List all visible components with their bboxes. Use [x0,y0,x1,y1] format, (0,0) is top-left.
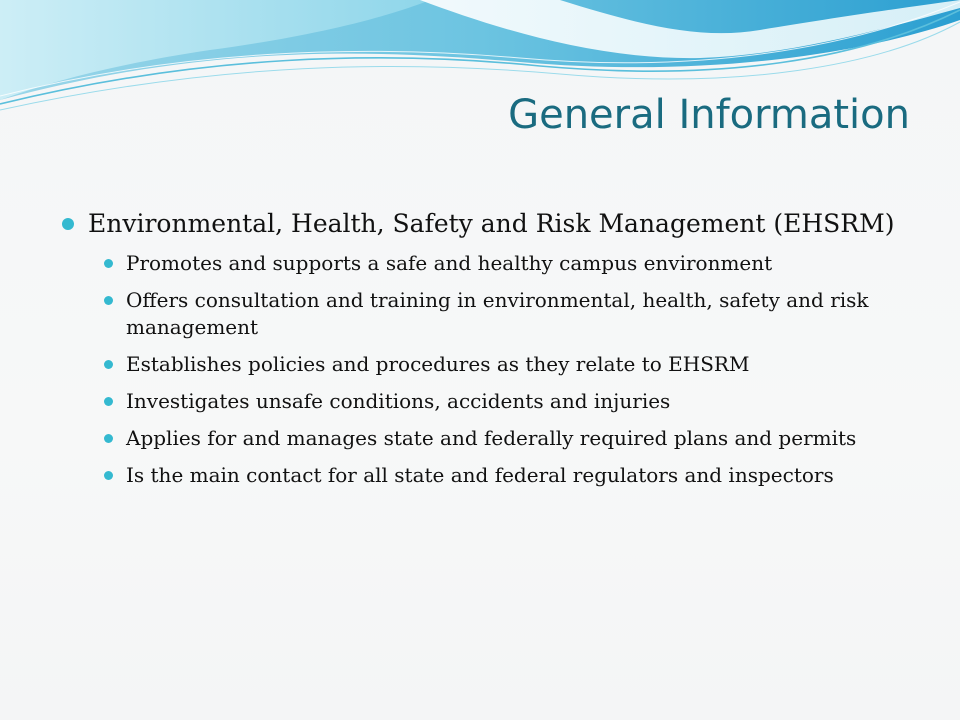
sub-bullet-item [104,425,886,452]
slide-content [62,207,902,499]
main-bullet-item [62,207,902,240]
main-bullet-text: Environmental, Health, Safety and Risk Management (EHSRM) [88,209,895,238]
sub-bullet-text: Establishes policies and procedures as they relate to EHSRM [126,352,750,376]
bullet-dot-icon [104,434,113,443]
sub-bullet-item [104,388,886,415]
bullet-dot-icon [104,259,113,268]
sub-bullet-item [104,250,886,277]
bullet-dot-icon [104,397,113,406]
sub-bullet-text: Applies for and manages state and federally required plans and permits [126,426,857,450]
sub-bullet-text: Is the main contact for all state and federal regulators and inspectors [126,463,834,487]
sub-bullet-item [104,462,886,489]
sub-bullet-item [104,351,886,378]
sub-bullet-text: Investigates unsafe conditions, accidents and injuries [126,389,671,413]
bullet-dot-icon [104,296,113,305]
sub-bullet-text: Offers consultation and training in environmental, health, safety and risk management [126,288,869,339]
sub-bullet-text: Promotes and supports a safe and healthy campus environment [126,251,773,275]
bullet-dot-icon [104,360,113,369]
bullet-dot-icon [62,218,74,230]
slide-title: General Information [508,92,910,138]
sub-bullet-item [104,287,886,341]
bullet-dot-icon [104,471,113,480]
